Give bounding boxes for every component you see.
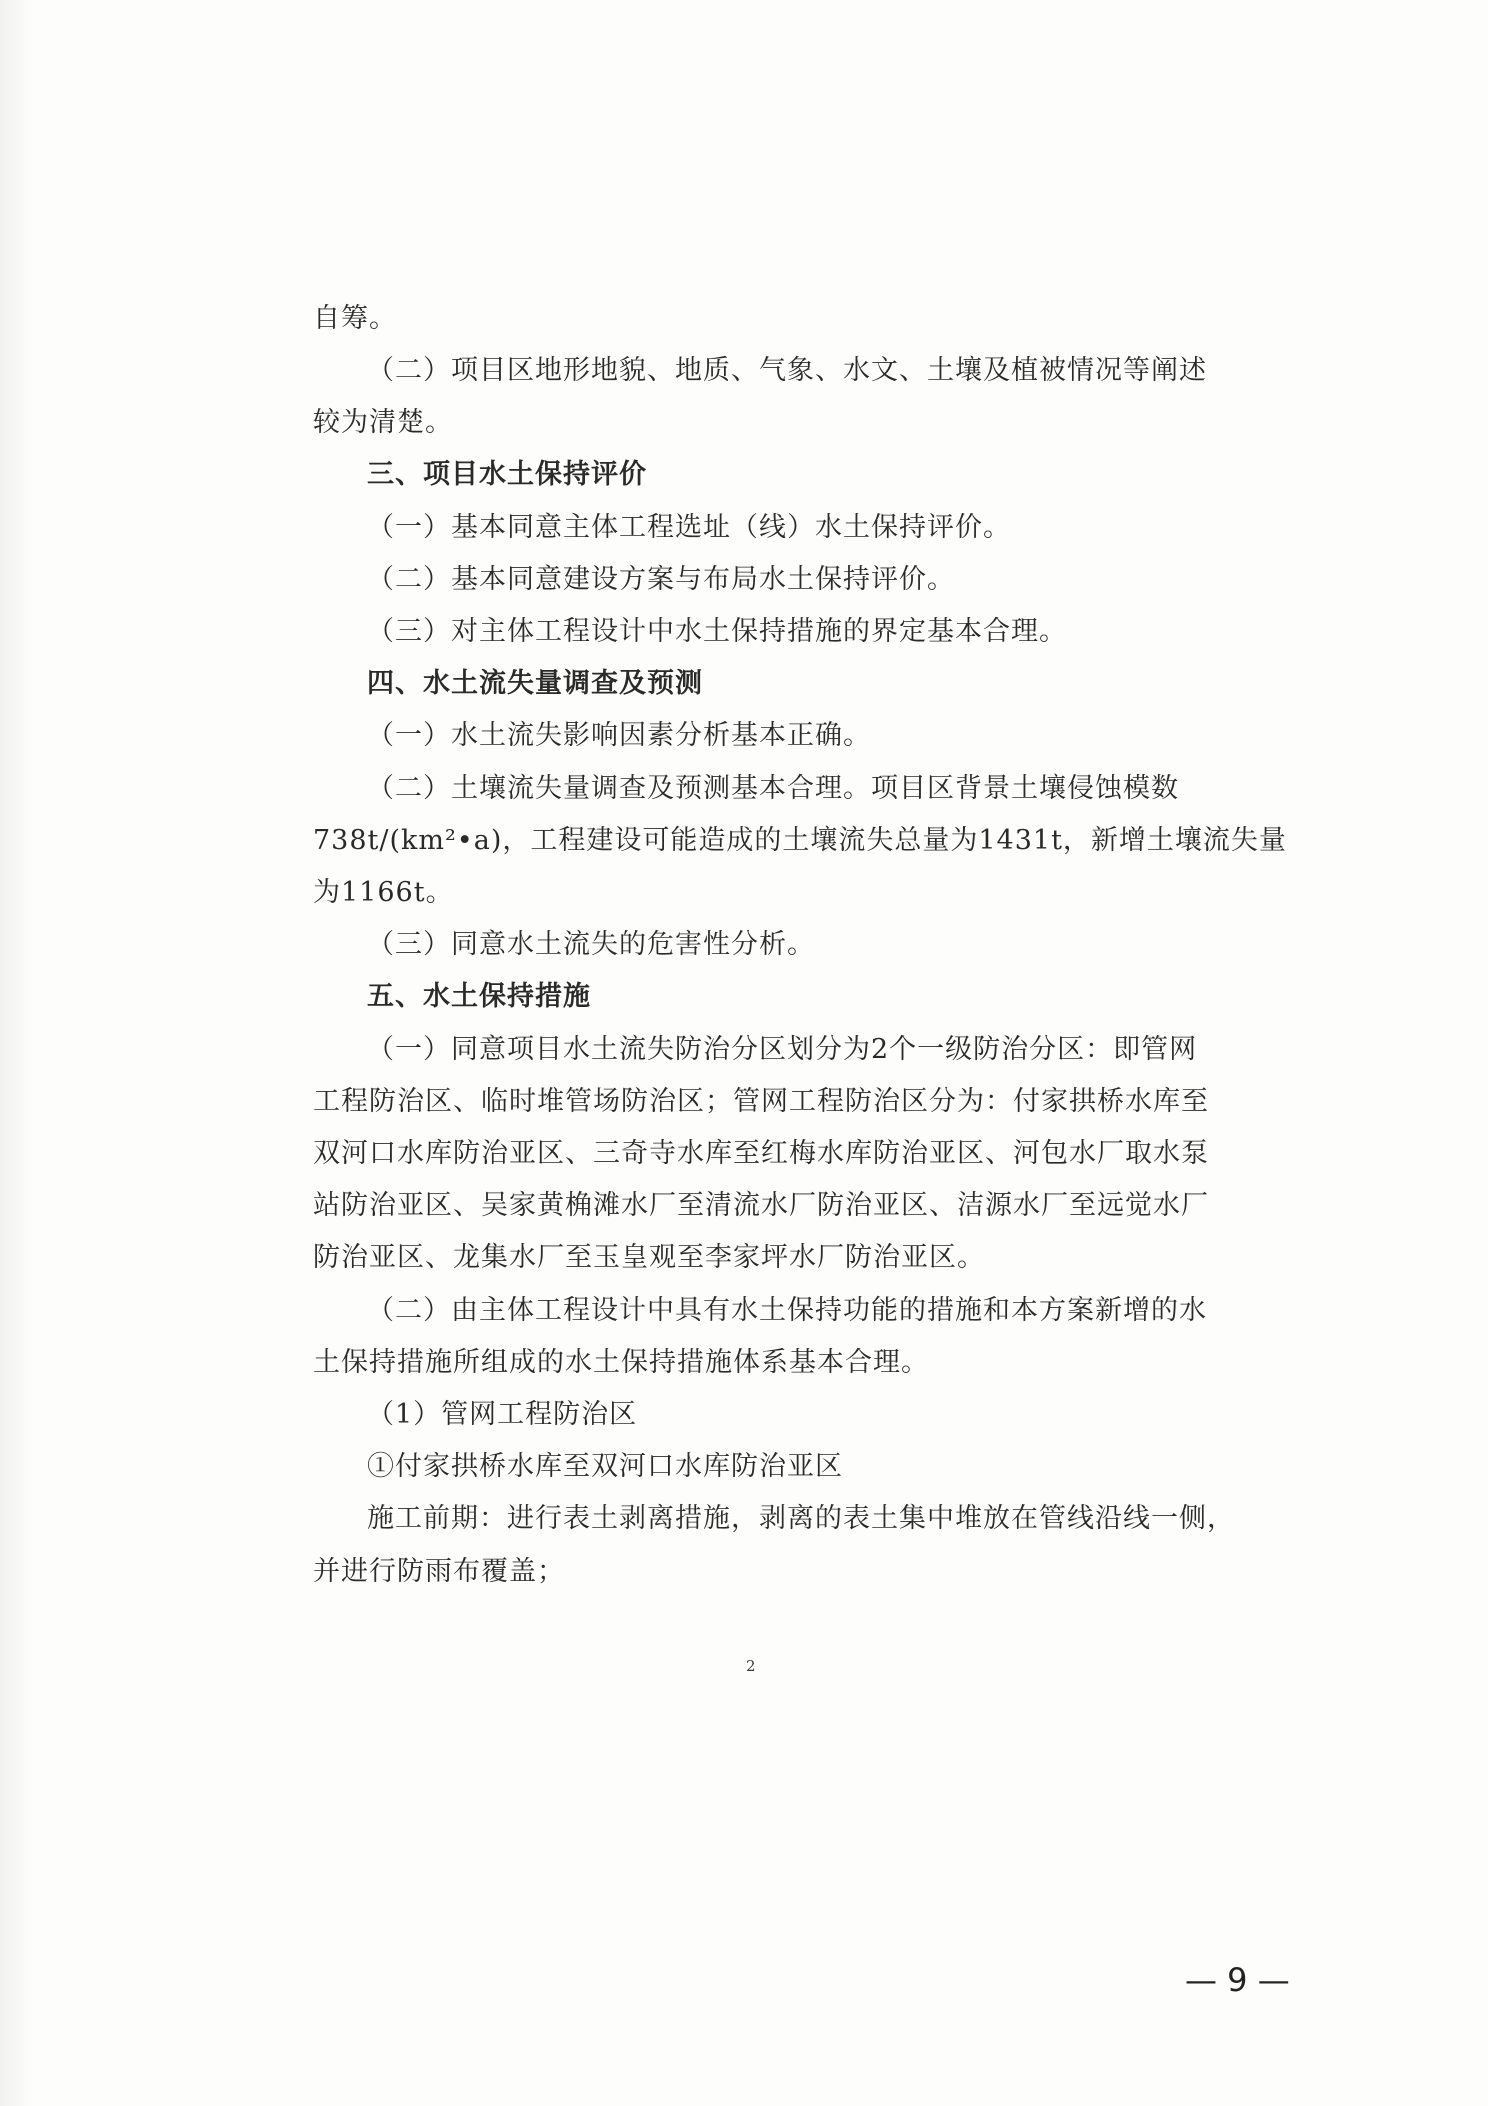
text-line: 自筹。 <box>313 303 397 334</box>
scan-edge-shadow <box>0 0 34 2106</box>
section-heading: 四、水土流失量调查及预测 <box>367 668 703 699</box>
text-line: （三）对主体工程设计中水土保持措施的界定基本合理。 <box>367 616 1067 647</box>
text-line: （二）土壤流失量调查及预测基本合理。项目区背景土壤侵蚀模数 <box>367 773 1179 804</box>
text-line: （1）管网工程防治区 <box>367 1399 638 1430</box>
text-line: 738t/(km²•a)，工程建设可能造成的土壤流失总量为1431t，新增土壤流失量 <box>313 825 1287 856</box>
text-line: 工程防治区、临时堆管场防治区；管网工程防治区分为：付家拱桥水库至 <box>313 1086 1209 1117</box>
text-line: （二）项目区地形地貌、地质、气象、水文、土壤及植被情况等阐述 <box>367 355 1207 386</box>
text-line: 施工前期：进行表土剥离措施，剥离的表土集中堆放在管线沿线一侧， <box>367 1503 1235 1534</box>
text-line: 并进行防雨布覆盖； <box>313 1556 565 1587</box>
section-heading: 三、项目水土保持评价 <box>367 459 647 490</box>
text-line: （三）同意水土流失的危害性分析。 <box>367 929 815 960</box>
inner-page-number: 2 <box>746 1657 756 1675</box>
text-line: 为1166t。 <box>313 877 454 908</box>
footer-page-number: — 9 — <box>1185 1961 1290 1999</box>
text-line: （一）基本同意主体工程选址（线）水土保持评价。 <box>367 512 1011 543</box>
section-heading: 五、水土保持措施 <box>367 981 591 1012</box>
text-line: 土保持措施所组成的水土保持措施体系基本合理。 <box>313 1347 929 1378</box>
text-line: ①付家拱桥水库至双河口水库防治亚区 <box>367 1451 843 1482</box>
text-line: （二）由主体工程设计中具有水土保持功能的措施和本方案新增的水 <box>367 1295 1207 1326</box>
text-line: 较为清楚。 <box>313 407 453 438</box>
text-line: 双河口水库防治亚区、三奇寺水库至红梅水库防治亚区、河包水厂取水泵 <box>313 1138 1209 1169</box>
text-line: （二）基本同意建设方案与布局水土保持评价。 <box>367 564 955 595</box>
text-line: （一）水土流失影响因素分析基本正确。 <box>367 720 871 751</box>
text-line: 站防治亚区、吴家黄桷滩水厂至清流水厂防治亚区、洁源水厂至远觉水厂 <box>313 1190 1209 1221</box>
text-line: （一）同意项目水土流失防治分区划分为2个一级防治分区：即管网 <box>367 1034 1198 1065</box>
text-line: 防治亚区、龙集水厂至玉皇观至李家坪水厂防治亚区。 <box>313 1242 985 1273</box>
